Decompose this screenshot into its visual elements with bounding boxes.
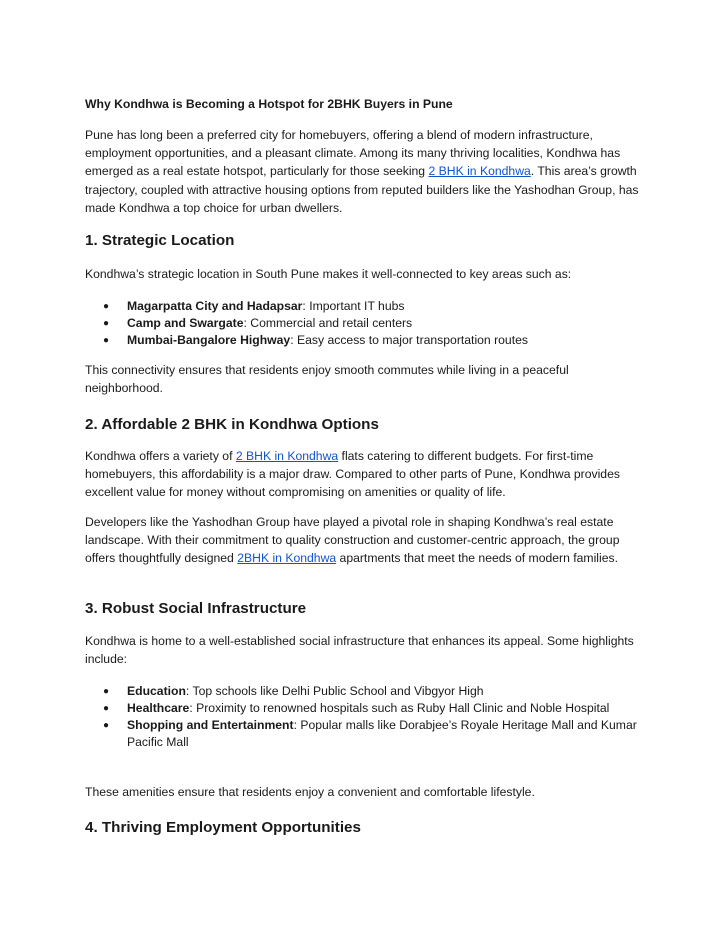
intro-paragraph — [85, 126, 645, 217]
s2-paragraph-1: Kondhwa offers a variety of 2 BHK in Kondhwa flats catering to different budgets. For first-time homebuyers, this affordability is a major draw. Compared to other parts of Pune, Kondhwa provides excellent value for money without compromising on amenities or quality of life. — [85, 449, 620, 500]
document-title: Why Kondhwa is Becoming a Hotspot for 2BHK Buyers in Pune — [85, 97, 453, 111]
s1-list — [85, 298, 645, 349]
link-2bhk-kondhwa-intro[interactable]: 2 BHK in Kondhwa — [428, 164, 531, 179]
s1-outro: This connectivity ensures that residents enjoy smooth commutes while living in a peaceful neighborhood. — [85, 363, 569, 396]
list-item: ● Magarpatta City and Hadapsar: Important IT hubs — [103, 299, 405, 313]
s3-list — [85, 683, 645, 751]
s2-paragraph-2: Developers like the Yashodhan Group have played a pivotal role in shaping Kondhwa’s real estate landscape. With their commitment to quality construction and customer-centric approach, the group offers thoughtfully designed 2BHK in Kondhwa apartments that meet the needs of modern families. — [85, 515, 620, 566]
s1-lead: Kondhwa’s strategic location in South Pune makes it well-connected to key areas such as: — [85, 267, 572, 281]
list-item: ● Education: Top schools like Delhi Public School and Vibgyor High — [103, 684, 484, 698]
intro-text-a: Pune has long been a preferred city for homebuyers, offering a blend of modern infrastructure, employment opportunities, and a pleasant climate. Among its many thriving localities, Kondhwa has emerged as a real estate hotspot, particularly for those seeking — [85, 128, 621, 179]
link-2bhk-kondhwa-designed[interactable]: 2BHK in Kondhwa — [237, 551, 337, 566]
heading-affordable-2bhk: 2. Affordable 2 BHK in Kondhwa Options — [85, 416, 379, 433]
heading-strategic-location: 1. Strategic Location — [85, 232, 235, 249]
heading-employment: 4. Thriving Employment Opportunities — [85, 819, 361, 836]
link-2bhk-kondhwa-offers[interactable]: 2 BHK in Kondhwa — [235, 449, 339, 463]
intro-text-b: . This area’s growth trajectory, coupled with attractive housing options from reputed builders like the Yashodhan Group, has made Kondhwa a top choice for urban dwellers. — [85, 164, 639, 215]
list-item: ● Mumbai-Bangalore Highway: Easy access to major transportation routes — [103, 333, 528, 347]
heading-social-infrastructure: 3. Robust Social Infrastructure — [85, 600, 307, 617]
list-item: ● Camp and Swargate: Commercial and retail centers — [103, 316, 413, 330]
list-item: ● Healthcare: Proximity to renowned hospitals such as Ruby Hall Clinic and Noble Hospital — [103, 701, 610, 715]
s3-outro: These amenities ensure that residents enjoy a convenient and comfortable lifestyle. — [85, 785, 535, 799]
list-item: ● Shopping and Entertainment: Popular malls like Dorabjee’s Royale Heritage Mall and Kumar Pacific Mall — [103, 718, 637, 749]
s3-lead: Kondhwa is home to a well-established social infrastructure that enhances its appeal. Some highlights include: — [85, 634, 634, 667]
